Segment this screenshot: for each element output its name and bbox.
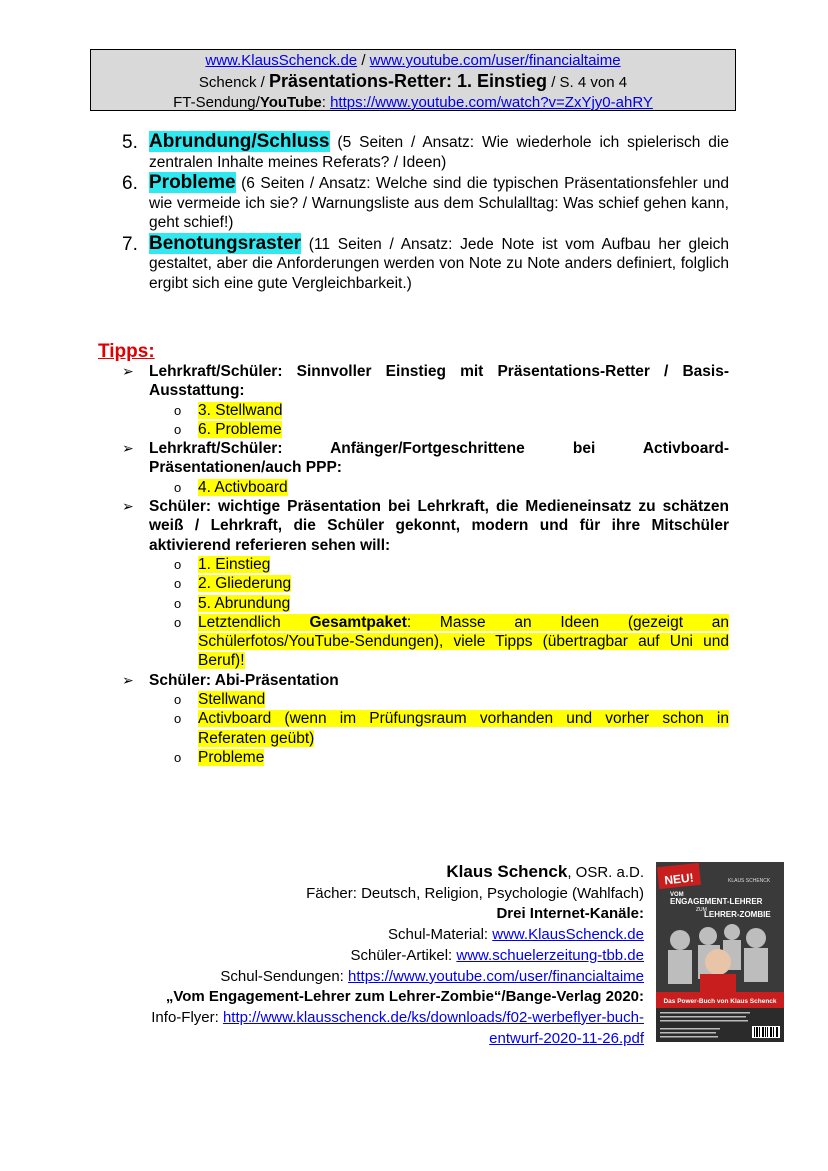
sub-item [122, 478, 729, 497]
arrow-bullet-icon: ➢ [122, 671, 134, 688]
book-title-line: „Vom Engagement-Lehrer zum Lehrer-Zombie“/Bange-Verlag 2020: [165, 988, 644, 1006]
channels-heading: Drei Internet-Kanäle: [496, 905, 644, 923]
article-line [151, 946, 644, 967]
sub-text: 4. Activboard [198, 478, 288, 496]
sub-text-part: Letztendlich [198, 613, 281, 631]
arrow-bullet-icon: ➢ [122, 363, 134, 379]
item-number: 6. [122, 173, 138, 194]
item-text: (11 Seiten / Ansatz: Jede Note ist vom Aufbau her gleich gestaltet, aber die Anforderungen werden von Note zu Note anders definiert, folglich ergibt sich eine gute Vergleichbarkeit.) [149, 235, 729, 292]
book-cover-image [656, 862, 784, 1042]
numbered-list [122, 132, 729, 294]
tips-list [122, 362, 729, 767]
shows-label: Schul-Sendungen: [220, 967, 344, 985]
circle-bullet-icon: o [174, 711, 182, 727]
sub-text: 2. Gliederung [198, 575, 292, 593]
cover-subtitle: Das Power-Buch von Klaus Schenck [663, 998, 777, 1005]
flyer-line [151, 1008, 644, 1029]
tip-item [122, 439, 729, 478]
channel-link[interactable]: www.youtube.com/user/financialtaime [369, 52, 621, 69]
sub-item [122, 555, 729, 574]
sub-item [122, 709, 729, 748]
item-number: 5. [122, 132, 138, 153]
cover-title-mid: ENGAGEMENT-LEHRER [670, 897, 763, 906]
item-number: 7. [122, 233, 138, 255]
sub-item [122, 420, 729, 439]
circle-bullet-icon: o [174, 749, 182, 765]
new-badge-text: NEU! [663, 870, 695, 888]
list-item [122, 234, 729, 294]
tip-text: Schüler: Abi-Präsentation [149, 671, 339, 689]
article-link[interactable]: www.schuelerzeitung-tbb.de [456, 946, 644, 964]
article-label: Schüler-Artikel: [350, 946, 453, 964]
flyer-line-2 [151, 1029, 644, 1050]
sub-text: Stellwand [198, 691, 266, 709]
video-link[interactable]: https://www.youtube.com/watch?v=ZxYjy0-ahRY [330, 94, 653, 111]
circle-bullet-icon: o [174, 556, 182, 572]
header-separator: / [361, 52, 366, 69]
header-video-line [91, 93, 735, 113]
list-item [122, 173, 729, 233]
circle-bullet-icon: o [174, 692, 182, 708]
sub-item [122, 594, 729, 613]
page-indicator: / S. 4 von 4 [551, 74, 628, 91]
cover-title-bottom: LEHRER-ZOMBIE [704, 910, 771, 919]
sub-item [122, 613, 729, 671]
sub-text-part: : Masse an Ideen (gezeigt an Schülerfotos/YouTube-Sendungen), viele Tipps (übertragbar auf Uni und Beruf)! [198, 613, 730, 670]
tips-heading: Tipps: [98, 341, 155, 362]
sub-text-bold: Gesamtpaket [309, 613, 407, 631]
circle-bullet-icon: o [174, 576, 182, 592]
circle-bullet-icon: o [174, 614, 182, 630]
signature-name-line [151, 862, 644, 884]
item-heading: Benotungsraster [149, 232, 302, 254]
flyer-link[interactable]: http://www.klausschenck.de/ks/downloads/f02-werbeflyer-buch- [222, 1008, 644, 1026]
shows-line [151, 967, 644, 988]
tip-text: Lehrkraft/Schüler: Anfänger/Fortgeschrittene bei Activboard-Präsentationen/auch PPP: [149, 440, 729, 477]
tip-item [122, 362, 729, 401]
circle-bullet-icon: o [174, 595, 182, 611]
flyer-link-continued[interactable]: entwurf-2020-11-26.pdf [489, 1029, 644, 1047]
subjects-line: Fächer: Deutsch, Religion, Psychologie (Wahlfach) [306, 884, 644, 902]
arrow-bullet-icon: ➢ [122, 440, 134, 457]
author-title: , OSR. a.D. [567, 864, 644, 881]
flyer-label: Info-Flyer: [151, 1008, 219, 1026]
tip-text: Schüler: wichtige Präsentation bei Lehrkraft, die Medieneinsatz zu schätzen weiß / Lehrkraft, die Schüler gekonnt, modern und für ihre Mitschüler aktivierend referieren sehen will: [149, 498, 729, 554]
cover-title-top: VOM [670, 892, 684, 898]
item-heading: Probleme [149, 172, 236, 193]
signature-block [151, 862, 644, 1049]
book-cover-graphic [656, 862, 784, 1042]
sub-text: 1. Einstieg [198, 555, 271, 573]
ft-label: FT-Sendung/ [173, 94, 260, 111]
item-text: (5 Seiten / Ansatz: Wie wiederhole ich spielerisch die zentralen Inhalte meines Referats? / Ideen) [149, 134, 729, 171]
tip-text: Lehrkraft/Schüler: Sinnvoller Einstieg mit Präsentations-Retter / Basis-Ausstattung: [149, 363, 729, 400]
sub-text: 6. Probleme [198, 420, 282, 438]
material-link[interactable]: www.KlausSchenck.de [492, 926, 644, 944]
list-item [122, 132, 729, 172]
site-link[interactable]: www.KlausSchenck.de [205, 52, 358, 69]
sub-text: 5. Abrundung [198, 594, 291, 612]
document-title: Präsentations-Retter: 1. Einstieg [268, 71, 548, 91]
header-links-line [91, 51, 735, 71]
circle-bullet-icon: o [174, 402, 182, 418]
circle-bullet-icon: o [174, 421, 182, 437]
header-author: Schenck / [198, 74, 265, 91]
shows-link[interactable]: https://www.youtube.com/user/financialtaime [348, 967, 644, 985]
cover-title-zum: ZUM [696, 907, 707, 913]
header-title-line [91, 71, 735, 93]
header-box [90, 49, 736, 111]
material-label: Schul-Material: [388, 926, 489, 944]
sub-text [198, 614, 729, 670]
sub-text: Probleme [198, 748, 265, 766]
circle-bullet-icon: o [174, 479, 182, 495]
sub-item [122, 748, 729, 767]
colon: : [321, 94, 326, 111]
sub-item [122, 574, 729, 593]
tip-item [122, 497, 729, 555]
sub-text: 3. Stellwand [198, 401, 283, 419]
youtube-label: YouTube [259, 94, 322, 111]
cover-author: KLAUS SCHENCK [728, 878, 771, 884]
arrow-bullet-icon: ➢ [122, 498, 134, 515]
tip-item [122, 671, 729, 690]
item-text: (6 Seiten / Ansatz: Welche sind die typischen Präsentationsfehler und wie vermeide ich sie? / Warnungsliste aus dem Schulalltag: Was schief gehen kann, geht schief!) [149, 175, 729, 231]
sub-item [122, 690, 729, 709]
sub-text: Activboard (wenn im Prüfungsraum vorhanden und vorher schon in Referaten geübt) [198, 710, 729, 747]
material-line [151, 925, 644, 946]
author-name: Klaus Schenck [446, 862, 568, 881]
sub-item [122, 401, 729, 420]
item-heading: Abrundung/Schluss [149, 131, 330, 152]
